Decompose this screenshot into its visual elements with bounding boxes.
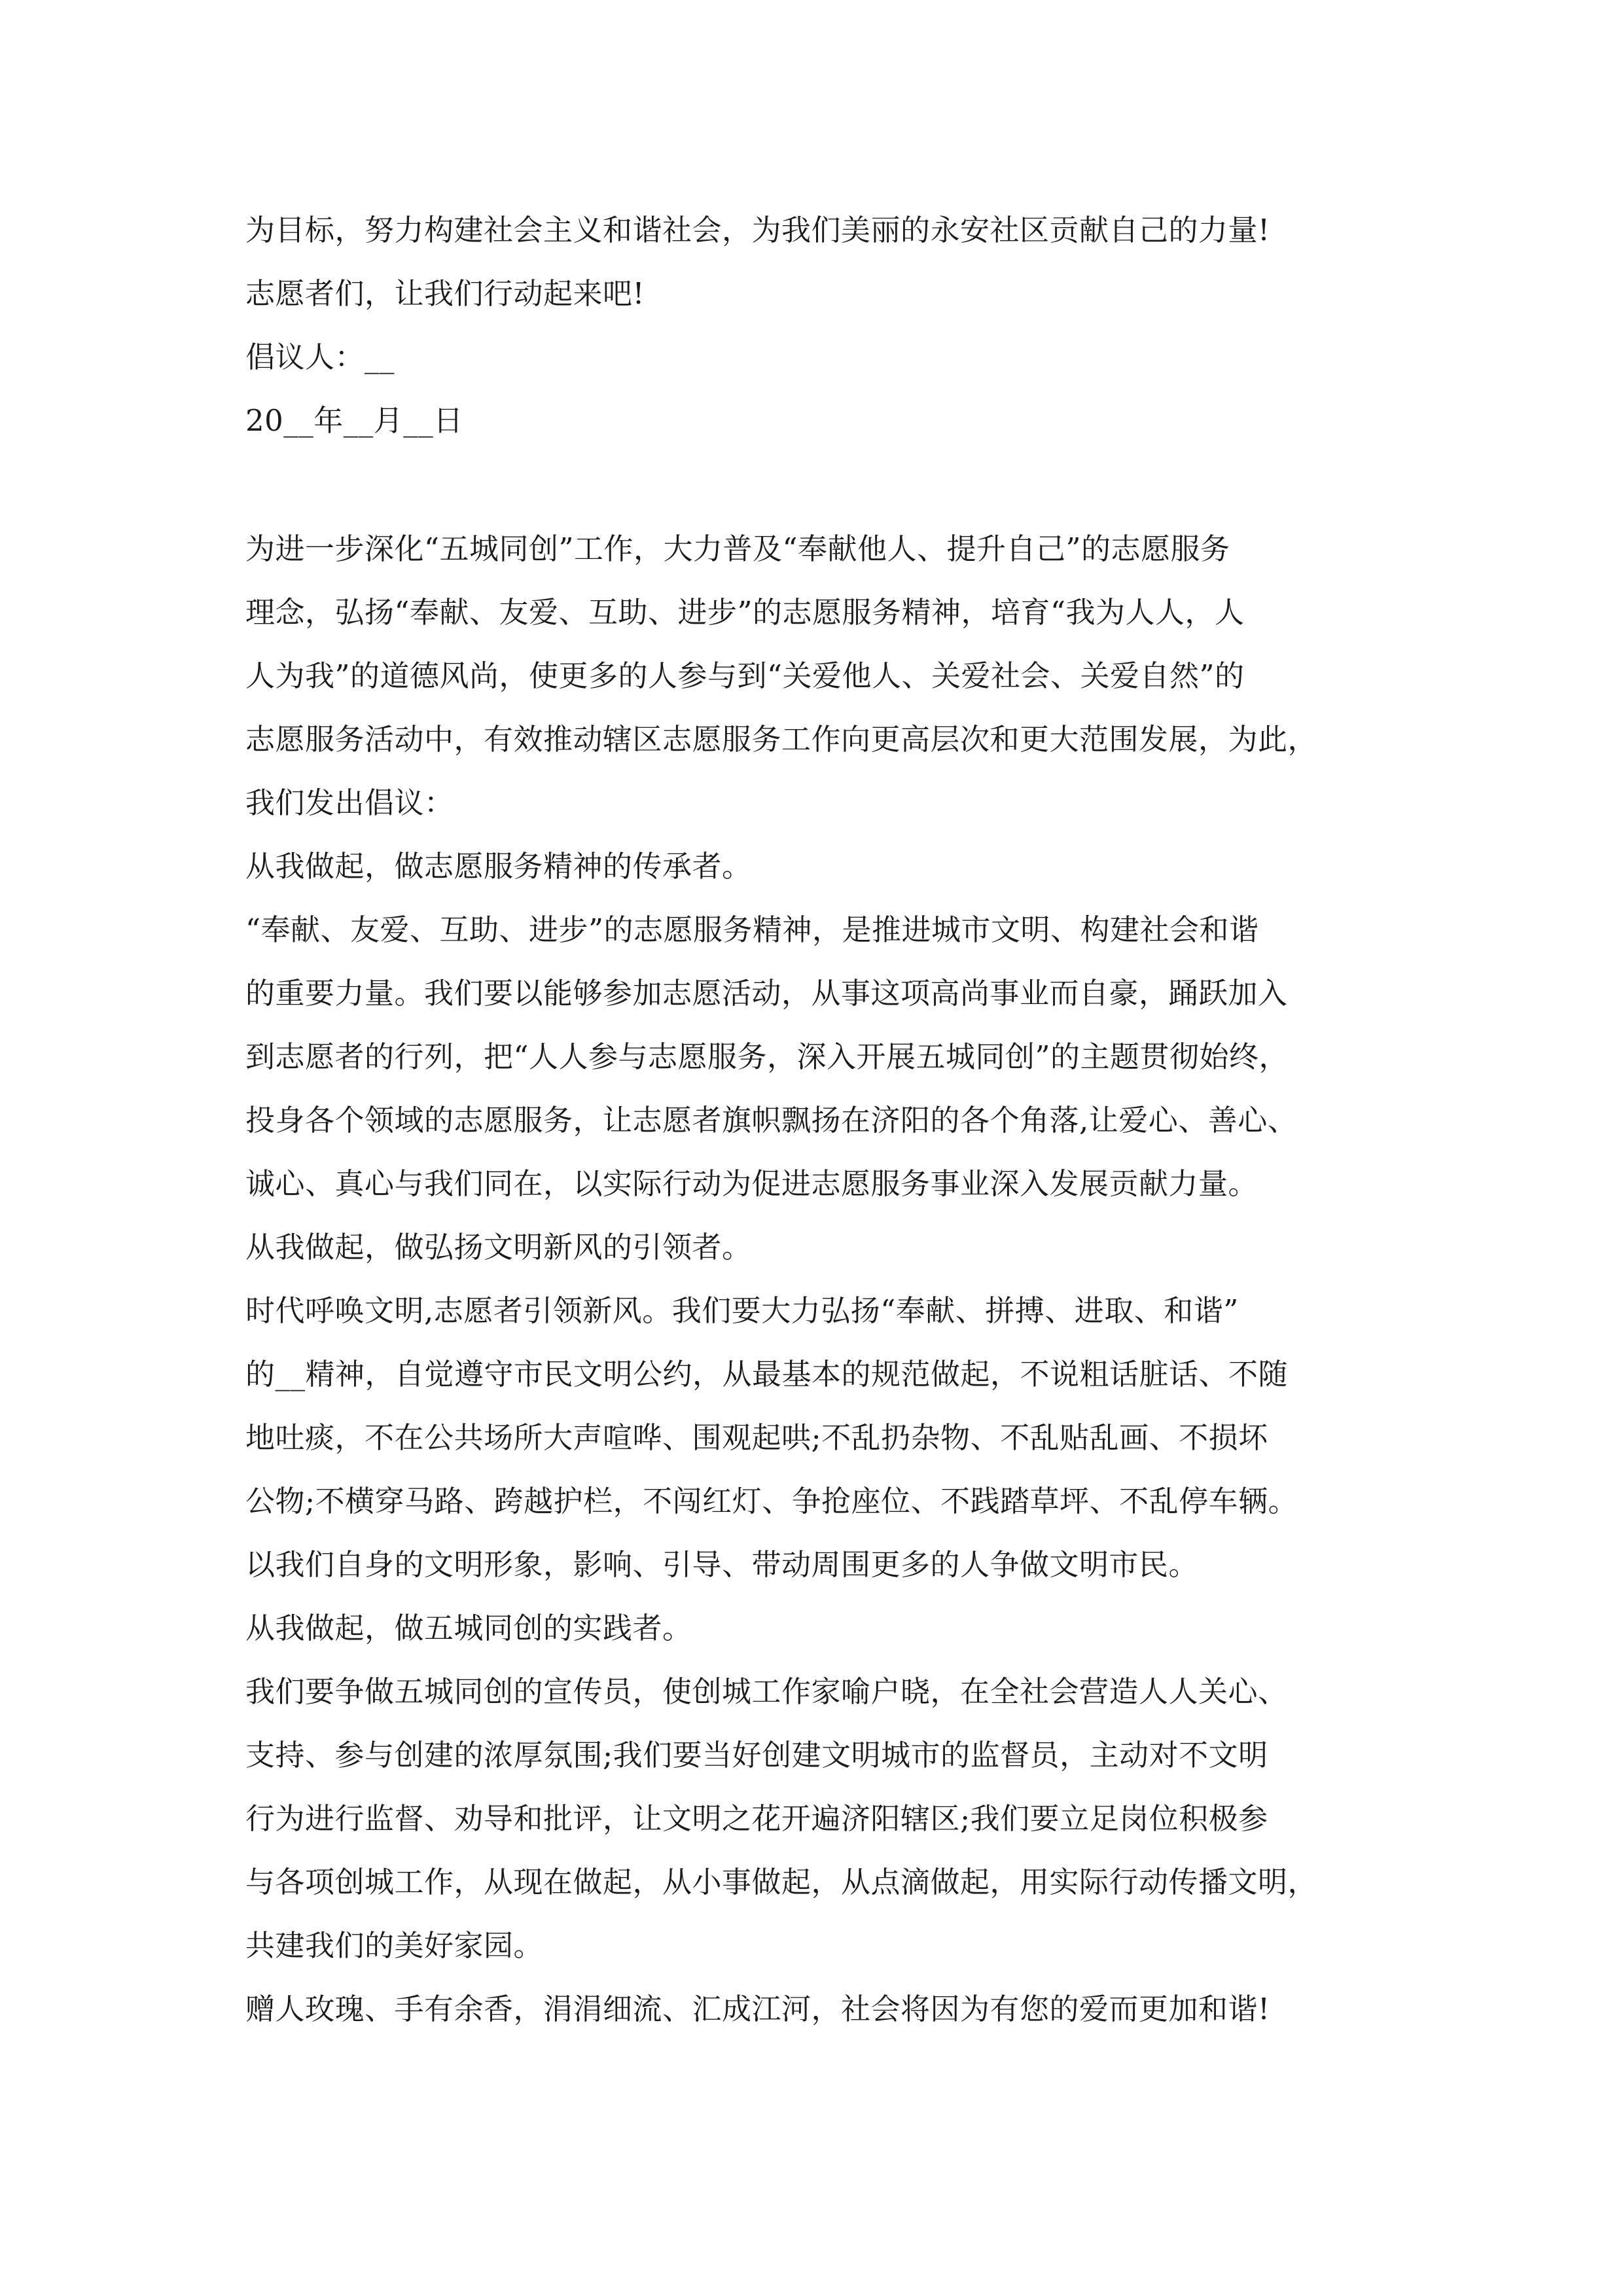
section-heading-1 — [245, 834, 1397, 898]
date-line: 20__年__月__日 — [245, 403, 463, 438]
text-line: 支持、参与创建的浓厚氛围;我们要当好创建文明城市的监督员，主动对不文明 — [245, 1738, 1268, 1772]
intro-paragraph — [245, 517, 1397, 834]
text-line: 的重要力量。我们要以能够参加志愿活动，从事这项高尚事业而自豪，踊跃加入 — [245, 976, 1288, 1011]
closing-text-line: 为目标，努力构建社会主义和谐社会，为我们美丽的永安社区贡献自己的力量! — [245, 213, 1270, 247]
text-line: 人为我”的道德风尚，使更多的人参与到“关爱他人、关爱社会、关爱自然”的 — [245, 658, 1245, 693]
text-line: “奉献、友爱、互助、进步”的志愿服务精神，是推进城市文明、构建社会和谐 — [245, 912, 1259, 947]
call-to-action-line: 志愿者们，让我们行动起来吧! — [245, 276, 645, 311]
text-line: 地吐痰，不在公共场所大声喧哗、围观起哄;不乱扔杂物、不乱贴乱画、不损坏 — [245, 1420, 1268, 1455]
text-line: 理念，弘扬“奉献、友爱、互助、进步”的志愿服务精神，培育“我为人人，人 — [245, 595, 1245, 630]
text-line: 时代呼唤文明,志愿者引领新风。我们要大力弘扬“奉献、拼搏、进取、和谐” — [245, 1293, 1239, 1328]
text-line: 到志愿者的行列，把“人人参与志愿服务，深入开展五城同创”的主题贯彻始终， — [245, 1039, 1289, 1074]
text-line: 投身各个领域的志愿服务，让志愿者旗帜飘扬在济阳的各个角落,让爱心、善心、 — [245, 1103, 1298, 1138]
text-line: 行为进行监督、劝导和批评，让文明之花开遍济阳辖区;我们要立足岗位积极参 — [245, 1801, 1268, 1836]
section-body-2 — [245, 1279, 1397, 1596]
section-body-1 — [245, 898, 1397, 1215]
top-section — [245, 198, 1397, 452]
text-line: 与各项创城工作，从现在做起，从小事做起，从点滴做起，用实际行动传播文明， — [245, 1865, 1318, 1899]
text-line: 为进一步深化“五城同创”工作，大力普及“奉献他人、提升自己”的志愿服务 — [245, 531, 1230, 566]
section-body-3 — [245, 1660, 1397, 1977]
text-line: 以我们自身的文明形象，影响、引导、带动周围更多的人争做文明市民。 — [245, 1547, 1199, 1582]
text-line: 赠人玫瑰、手有余香，涓涓细流、汇成江河，社会将因为有您的爱而更加和谐! — [245, 1992, 1270, 2026]
proposer-line: 倡议人：__ — [245, 340, 395, 374]
heading-line: 从我做起，做志愿服务精神的传承者。 — [245, 849, 752, 884]
section-heading-3 — [245, 1596, 1397, 1660]
text-line: 的__精神，自觉遵守市民文明公约，从最基本的规范做起，不说粗话脏话、不随 — [245, 1357, 1289, 1391]
text-line: 志愿服务活动中，有效推动辖区志愿服务工作向更高层次和更大范围发展，为此， — [245, 722, 1318, 757]
text-line: 我们发出倡议： — [245, 785, 454, 820]
heading-line: 从我做起，做五城同创的实践者。 — [245, 1611, 692, 1645]
text-line: 我们要争做五城同创的宣传员，使创城工作家喻户晓，在全社会营造人人关心、 — [245, 1674, 1288, 1709]
heading-line: 从我做起，做弘扬文明新风的引领者。 — [245, 1230, 752, 1265]
main-section — [245, 517, 1397, 2041]
closing-paragraph — [245, 1977, 1397, 2041]
text-line: 公物;不横穿马路、跨越护栏，不闯红灯、争抢座位、不践踏草坪、不乱停车辆。 — [245, 1484, 1298, 1518]
text-line: 共建我们的美好家园。 — [245, 1928, 544, 1963]
section-heading-2 — [245, 1215, 1397, 1279]
text-line: 诚心、真心与我们同在，以实际行动为促进志愿服务事业深入发展贡献力量。 — [245, 1166, 1258, 1201]
